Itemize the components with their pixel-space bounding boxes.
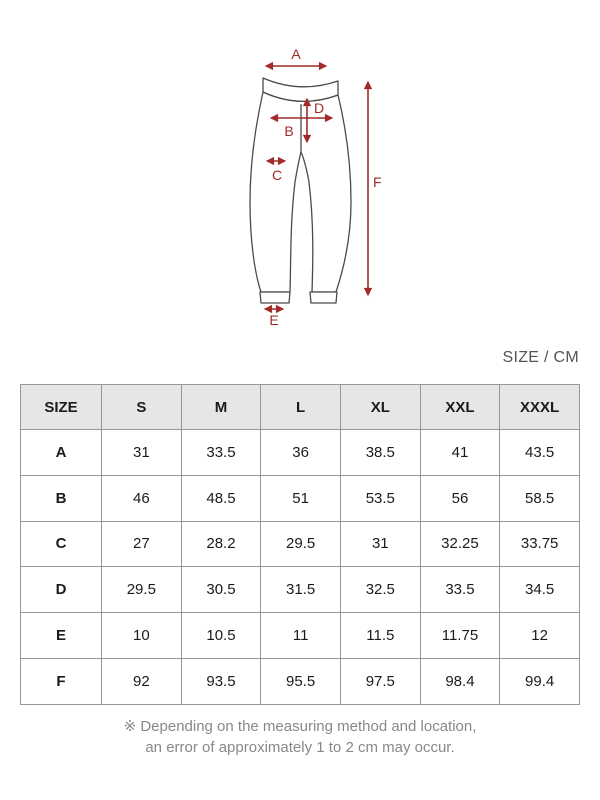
table-cell: 30.5 xyxy=(181,567,261,613)
column-header-m: M xyxy=(181,385,261,430)
table-cell: 32.5 xyxy=(340,567,420,613)
row-label: A xyxy=(21,430,102,476)
table-cell: 34.5 xyxy=(500,567,580,613)
table-row-b xyxy=(21,475,580,521)
row-label: D xyxy=(21,567,102,613)
pants-right-cuff xyxy=(310,292,337,303)
table-cell: 53.5 xyxy=(340,475,420,521)
table-cell: 95.5 xyxy=(261,658,341,704)
measure-label-d: D xyxy=(314,100,325,116)
table-cell: 98.4 xyxy=(420,658,500,704)
table-cell: 33.5 xyxy=(420,567,500,613)
row-label: B xyxy=(21,475,102,521)
table-row-d xyxy=(21,567,580,613)
measure-label-a: A xyxy=(291,46,301,62)
table-cell: 56 xyxy=(420,475,500,521)
table-cell: 46 xyxy=(102,475,182,521)
table-cell: 41 xyxy=(420,430,500,476)
disclaimer-line-1: ※ Depending on the measuring method and location, xyxy=(123,718,477,735)
measure-label-b: B xyxy=(284,123,294,139)
table-cell: 29.5 xyxy=(102,567,182,613)
measure-label-c: C xyxy=(271,167,283,183)
table-cell: 58.5 xyxy=(500,475,580,521)
table-cell: 31 xyxy=(102,430,182,476)
table-row-a xyxy=(21,430,580,476)
table-cell: 29.5 xyxy=(261,521,341,567)
table-cell: 38.5 xyxy=(340,430,420,476)
table-cell: 97.5 xyxy=(340,658,420,704)
table-cell: 43.5 xyxy=(500,430,580,476)
unit-label: SIZE / CM xyxy=(502,349,579,366)
pants-outline xyxy=(250,78,351,303)
pants-left-cuff xyxy=(260,292,290,303)
pants-measurement-diagram xyxy=(0,0,600,350)
table-cell: 93.5 xyxy=(181,658,261,704)
table-cell: 27 xyxy=(102,521,182,567)
table-cell: 51 xyxy=(261,475,341,521)
table-cell: 28.2 xyxy=(181,521,261,567)
table-row-c xyxy=(21,521,580,567)
column-header-xxl: XXL xyxy=(420,385,500,430)
table-cell: 32.25 xyxy=(420,521,500,567)
measure-label-e: E xyxy=(269,312,279,328)
measure-label-f: F xyxy=(373,174,382,190)
column-header-l: L xyxy=(261,385,341,430)
measurement-disclaimer xyxy=(0,716,600,758)
size-table xyxy=(20,384,580,705)
table-cell: 11 xyxy=(261,613,341,659)
table-cell: 92 xyxy=(102,658,182,704)
table-header-row xyxy=(21,385,580,430)
table-cell: 10.5 xyxy=(181,613,261,659)
table-cell: 33.75 xyxy=(500,521,580,567)
row-label: C xyxy=(21,521,102,567)
table-cell: 11.75 xyxy=(420,613,500,659)
table-row-f xyxy=(21,658,580,704)
table-cell: 99.4 xyxy=(500,658,580,704)
table-cell: 31.5 xyxy=(261,567,341,613)
column-header-s: S xyxy=(102,385,182,430)
table-row-e xyxy=(21,613,580,659)
table-cell: 12 xyxy=(500,613,580,659)
column-header-xl: XL xyxy=(340,385,420,430)
row-label: F xyxy=(21,658,102,704)
disclaimer-line-2: an error of approximately 1 to 2 cm may occur. xyxy=(145,739,455,756)
table-cell: 33.5 xyxy=(181,430,261,476)
table-cell: 11.5 xyxy=(340,613,420,659)
table-cell: 31 xyxy=(340,521,420,567)
column-header-xxxl: XXXL xyxy=(500,385,580,430)
row-label: E xyxy=(21,613,102,659)
table-cell: 10 xyxy=(102,613,182,659)
column-header-size: SIZE xyxy=(21,385,102,430)
table-cell: 36 xyxy=(261,430,341,476)
table-cell: 48.5 xyxy=(181,475,261,521)
